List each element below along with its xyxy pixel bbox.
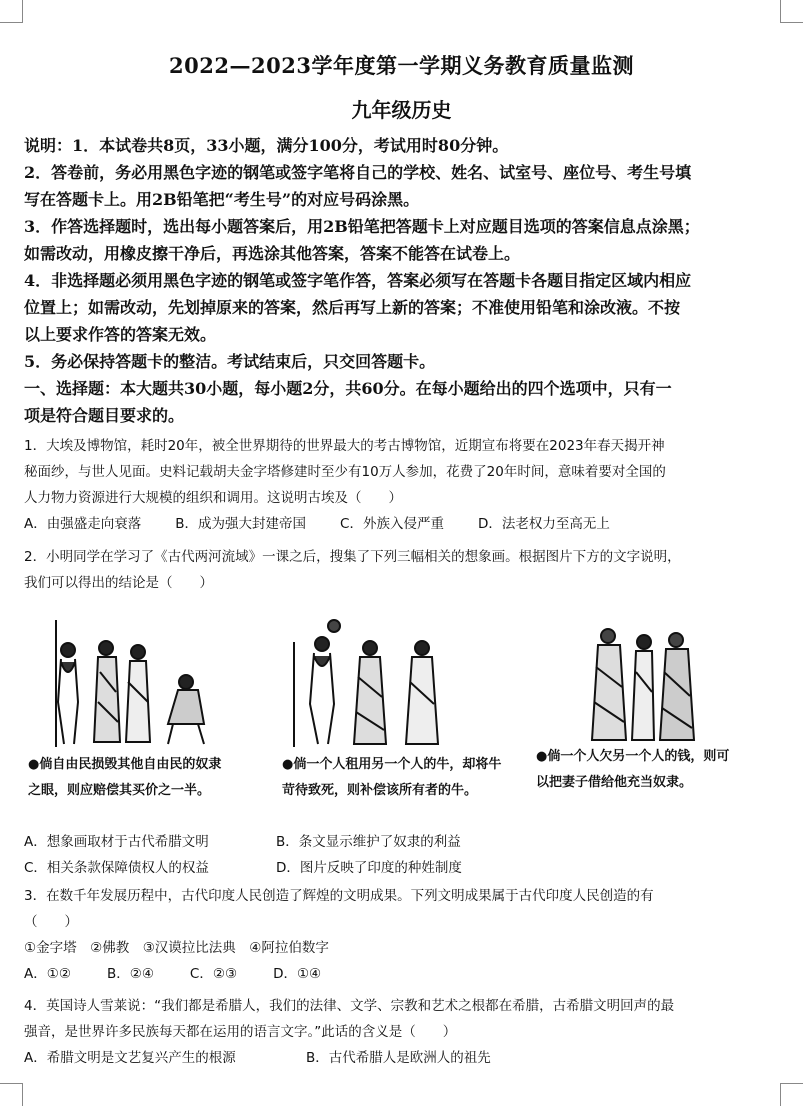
instruction-line: 如需改动，用橡皮擦干净后，再选涂其他答案，答案不能答在试卷上。 [24, 244, 521, 263]
question-3 [24, 883, 764, 987]
section-heading: 项是符合题目要求的。 [24, 406, 185, 425]
question-1-text: 1．大埃及博物馆，耗时20年，被全世界期待的世界最大的考古博物馆，近期宣布将要在2023年春天揭开神 [24, 438, 665, 454]
option-c: C．相关条款保障债权人的权益 [24, 860, 209, 876]
figure-3 [536, 612, 776, 822]
instruction-line: 5．务必保持答题卡的整洁。考试结束后，只交回答题卡。 [24, 352, 436, 371]
question-4-text: 4．英国诗人雪莱说：“我们都是希腊人，我们的法律、文学、宗教和艺术之根都在希腊，古希腊文明回声的最 [24, 998, 675, 1014]
instruction-line: 位置上；如需改动，先划掉原来的答案，然后再写上新的答案；不准使用铅笔和涂改液。不按 [24, 298, 681, 317]
option-a: A．想象画取材于古代希腊文明 [24, 834, 209, 850]
instructions-block [24, 132, 764, 429]
instruction-line: 说明：1．本试卷共8页，33小题，满分100分，考试用时80分钟。 [24, 136, 509, 155]
question-3-text: （ ） [24, 914, 78, 930]
question-2 [24, 544, 764, 596]
option-a: A．①② [24, 966, 71, 982]
question-2-text: 我们可以得出的结论是（ ） [24, 575, 213, 591]
figure-1-caption: 之眼，则应赔偿其买价之一半。 [28, 783, 211, 798]
crop-mark-bottom-right [780, 1083, 803, 1106]
instruction-line: 写在答题卡上。用2B铅笔把“考生号”的对应号码涂黑。 [24, 190, 420, 209]
option-b: B．条文显示维护了奴隶的利益 [276, 834, 461, 850]
question-4-options [24, 1045, 764, 1071]
exam-subtitle: 九年级历史 [351, 98, 452, 122]
question-3-items: ①金字塔 ②佛教 ③汉谟拉比法典 ④阿拉伯数字 [24, 940, 329, 956]
option-c: C．外族入侵严重 [340, 516, 444, 532]
question-2-options-row [24, 829, 764, 855]
question-2-options [24, 829, 764, 881]
question-2-options-row [24, 855, 764, 881]
option-d: D．图片反映了印度的种姓制度 [276, 860, 462, 876]
figure-3-caption: ●倘一个人欠另一个人的钱，则可 [536, 749, 730, 764]
instruction-line: 以上要求作答的答案无效。 [24, 325, 217, 344]
instruction-line: 2．答卷前，务必用黑色字迹的钢笔或签字笔将自己的学校、姓名、试室号、座位号、考生号填 [24, 163, 692, 182]
option-a: A．希腊文明是文艺复兴产生的根源 [24, 1050, 236, 1066]
crop-mark-top-left [0, 0, 23, 23]
option-a: A．由强盛走向衰落 [24, 516, 142, 532]
figure-3-caption: 以把妻子借给他充当奴隶。 [536, 775, 693, 790]
figure-2-caption: 苛待致死，则补偿该所有者的牛。 [282, 783, 478, 798]
figure-2 [282, 612, 522, 822]
figure-1-illustration [28, 612, 228, 752]
question-1-text: 秘面纱，与世人见面。史料记载胡夫金字塔修建时至少有10万人参加，花费了20年时间，意味着要对全国的 [24, 464, 666, 480]
option-b: B．②④ [106, 966, 154, 982]
exam-title: 2022—2023学年度第一学期义务教育质量监测 [169, 53, 634, 78]
figure-2-illustration [282, 612, 482, 752]
crop-mark-top-right [780, 0, 803, 23]
option-c: C．②③ [189, 966, 238, 982]
instruction-line: 4．非选择题必须用黑色字迹的钢笔或签字笔作答，答案必须写在答题卡各题目指定区域内相应 [24, 271, 692, 290]
section-heading: 一、选择题：本大题共30小题，每小题2分，共60分。在每小题给出的四个选项中，只有一 [24, 379, 672, 398]
question-4 [24, 993, 764, 1071]
question-3-text: 3．在数千年发展历程中，古代印度人民创造了辉煌的文明成果。下列文明成果属于古代印度人民创造的有 [24, 888, 654, 904]
option-d: D．法老权力至高无上 [477, 516, 610, 532]
option-d: D．①④ [273, 966, 322, 982]
crop-mark-bottom-left [0, 1083, 23, 1106]
figure-1 [28, 612, 268, 822]
question-4-text: 强音，是世界许多民族每天都在运用的语言文字。”此话的含义是（ ） [24, 1024, 457, 1040]
option-b: B．成为强大封建帝国 [175, 516, 307, 532]
figure-3-illustration [536, 612, 736, 752]
question-1 [24, 433, 764, 537]
question-3-options [24, 961, 764, 987]
question-1-text: 人力物力资源进行大规模的组织和调用。这说明古埃及（ ） [24, 490, 402, 506]
question-1-options [24, 511, 764, 537]
instruction-line: 3．作答选择题时，选出每小题答案后，用2B铅笔把答题卡上对应题目选项的答案信息点涂黑； [24, 217, 700, 236]
option-b: B．古代希腊人是欧洲人的祖先 [306, 1050, 491, 1066]
figure-2-caption: ●倘一个人租用另一个人的牛，却将牛 [282, 757, 502, 772]
question-2-text: 2．小明同学在学习了《古代两河流域》一课之后，搜集了下列三幅相关的想象画。根据图片下方的文字说明， [24, 549, 681, 565]
figure-1-caption: ●倘自由民损毁其他自由民的奴隶 [28, 757, 222, 772]
